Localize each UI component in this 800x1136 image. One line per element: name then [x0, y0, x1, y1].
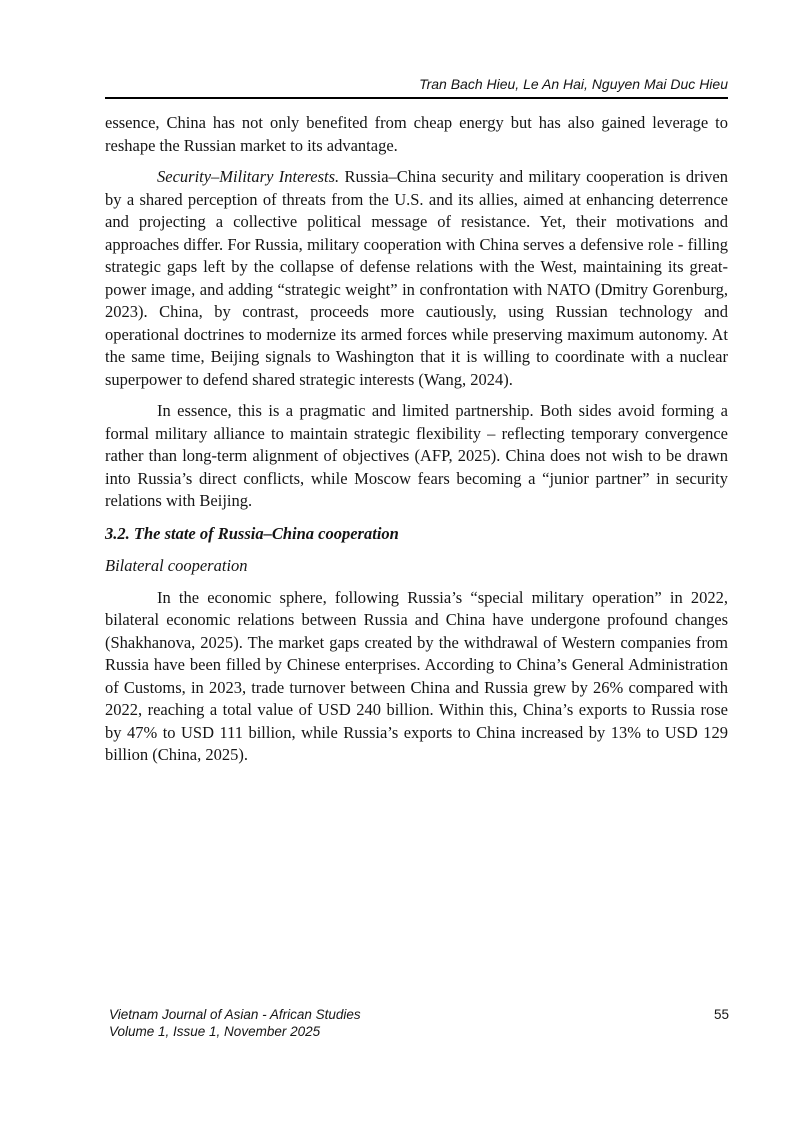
footer-volume-line: Volume 1, Issue 1, November 2025 [109, 1024, 321, 1039]
footer-journal-block [109, 1006, 361, 1040]
body-text [105, 112, 728, 767]
footer-journal-title: Vietnam Journal of Asian - African Studies [109, 1007, 361, 1022]
paragraph-security-military [105, 166, 728, 391]
section-heading-3-2: 3.2. The state of Russia–China cooperation [105, 523, 399, 543]
running-head [105, 76, 728, 99]
page-number: 55 [713, 1007, 729, 1022]
paragraph-pragmatic-partnership: In essence, this is a pragmatic and limited partnership. Both sides avoid forming a formal military alliance to maintain strategic flexibility – reflecting temporary convergence rather than long-term alignment of objectives (AFP, 2025). China does not wish to be drawn into Russia’s direct conflicts, while Moscow fears becoming a “junior partner” in security relations with Beijing. [105, 401, 728, 510]
paragraph-body-security-military: Russia–China security and military cooperation is driven by a shared perception of threats from the U.S. and its allies, aimed at enhancing deterrence and projecting a collective political message of resistance. Yet, their motivations and approaches differ. For Russia, military cooperation with China serves a defensive role - filling strategic gaps left by the collapse of defense relations with the West, maintaining its great-power image, and adding “strategic weight” in confrontation with NATO (Dmitry Gorenburg, 2023). China, by contrast, proceeds more cautiously, using Russian technology and operational doctrines to modernize its armed forces while preserving maximum autonomy. At the same time, Beijing signals to Washington that it is willing to coordinate with a nuclear superpower to defend shared strategic interests (Wang, 2024). [105, 167, 728, 389]
paragraph-lead-security-military: Security–Military Interests. [157, 167, 340, 186]
page-footer [109, 1006, 729, 1040]
running-head-authors: Tran Bach Hieu, Le An Hai, Nguyen Mai Duc Hieu [419, 76, 728, 92]
paragraph-economic-sphere: In the economic sphere, following Russia’s “special military operation” in 2022, bilateral economic relations between Russia and China have undergone profound changes (Shakhanova, 2025). The market gaps created by the withdrawal of Western companies from Russia have been filled by Chinese enterprises. According to China’s General Administration of Customs, in 2023, trade turnover between China and Russia grew by 26% compared with 2022, reaching a total value of USD 240 billion. Within this, China’s exports to Russia rose by 47% to USD 111 billion, while Russia’s exports to China increased by 13% to USD 129 billion (China, 2025). [105, 587, 728, 764]
paragraph-energy-leverage: essence, China has not only benefited from cheap energy but has also gained leverage to reshape the Russian market to its advantage. [105, 113, 728, 155]
sub-heading-bilateral-cooperation: Bilateral cooperation [105, 556, 248, 575]
